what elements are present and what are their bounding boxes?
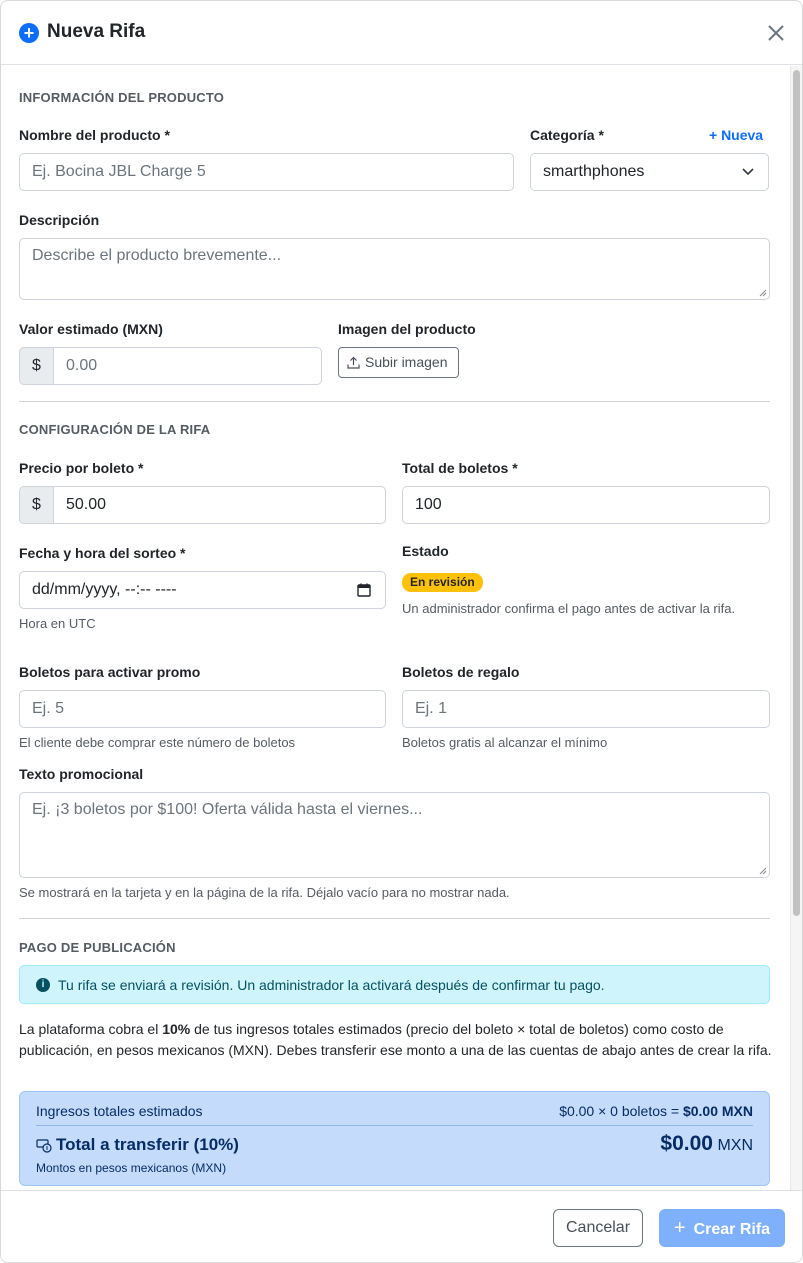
promo-text-help: Se mostrará en la tarjeta y en la página de la rifa. Déjalo vacío para no mostrar nada. — [19, 885, 510, 900]
draw-date-label: Fecha y hora del sorteo * — [19, 545, 186, 561]
cancel-button[interactable]: Cancelar — [553, 1209, 643, 1247]
plus-circle-icon: + — [19, 23, 39, 43]
review-alert — [19, 965, 770, 1004]
modal-title: Nueva Rifa — [47, 21, 146, 42]
currency-addon: $ — [19, 347, 54, 385]
estimated-value-label: Valor estimado (MXN) — [19, 321, 163, 337]
product-section-title: INFORMACIÓN DEL PRODUCTO — [19, 90, 225, 105]
currency-addon: $ — [19, 486, 54, 524]
payment-section-title: PAGO DE PUBLICACIÓN — [19, 940, 176, 955]
estimate-formula — [559, 1103, 753, 1119]
transfer-note: Montos en pesos mexicanos (MXN) — [36, 1161, 227, 1175]
modal-footer — [1, 1190, 802, 1263]
draw-date-placeholder: dd/mm/yyyy, --:-- ---- — [32, 581, 177, 598]
estimated-value-group — [19, 347, 322, 385]
scrollbar-thumb[interactable] — [793, 70, 800, 916]
promo-text-label: Texto promocional — [19, 766, 144, 782]
product-image-label: Imagen del producto — [338, 321, 476, 337]
category-select-value: smarthphones — [543, 163, 645, 180]
product-name-label: Nombre del producto * — [19, 127, 170, 143]
upload-icon — [347, 356, 360, 369]
ticket-price-group — [19, 486, 386, 524]
ticket-price-input[interactable]: 50.00 — [53, 486, 386, 524]
create-raffle-button[interactable] — [659, 1209, 785, 1247]
gift-tickets-label: Boletos de regalo — [402, 664, 520, 680]
estimate-result: $0.00 MXN — [682, 1103, 753, 1119]
description-label: Descripción — [19, 212, 100, 228]
info-icon: i — [36, 978, 50, 992]
modal-scrollbar[interactable] — [790, 66, 802, 1190]
plus-icon: + — [673, 1217, 686, 1239]
resize-handle-icon[interactable] — [759, 289, 767, 297]
payment-summary-box — [19, 1091, 770, 1186]
promo-text-placeholder: Ej. ¡3 boletos por $100! Oferta válida hasta el viernes... — [32, 801, 423, 818]
calendar-icon[interactable] — [357, 583, 371, 597]
gift-tickets-input[interactable]: Ej. 1 — [402, 690, 770, 728]
chevron-down-icon — [742, 168, 754, 176]
status-label: Estado — [402, 543, 449, 559]
estimate-label: Ingresos totales estimados — [36, 1103, 203, 1119]
promo-threshold-label: Boletos para activar promo — [19, 664, 201, 680]
transfer-currency: MXN — [717, 1137, 753, 1154]
estimated-value-input[interactable]: 0.00 — [53, 347, 322, 385]
section-divider — [19, 401, 770, 402]
draw-date-input[interactable] — [19, 571, 386, 609]
modal-header — [1, 1, 802, 65]
payment-description — [19, 1019, 774, 1061]
modal-body — [1, 66, 790, 1190]
close-icon[interactable] — [764, 21, 788, 45]
gift-tickets-help: Boletos gratis al alcanzar el mínimo — [402, 735, 608, 750]
payment-description-text: de tus ingresos totales estimados (precio del boleto × total de boletos) como costo de publicación, en pesos mexicanos (MXN). Debes transferir ese monto a una de las cuentas de abajo antes de crear la rifa. — [19, 1021, 772, 1058]
ticket-price-label: Precio por boleto * — [19, 460, 144, 476]
category-label: Categoría * — [530, 127, 604, 143]
transfer-amount: $0.00 — [660, 1132, 713, 1155]
category-select[interactable] — [530, 153, 769, 191]
description-placeholder: Describe el producto brevemente... — [32, 247, 282, 264]
config-section-title: CONFIGURACIÓN DE LA RIFA — [19, 422, 211, 437]
fee-percentage: 10% — [162, 1021, 191, 1037]
upload-image-label: Subir imagen — [365, 354, 448, 370]
total-tickets-label: Total de boletos * — [402, 460, 518, 476]
create-raffle-label: Crear Rifa — [693, 1221, 771, 1238]
promo-threshold-help: El cliente debe comprar este número de boletos — [19, 735, 296, 750]
money-transfer-icon — [36, 1137, 52, 1153]
promo-text-textarea[interactable] — [19, 792, 770, 878]
transfer-label: Total a transferir (10%) — [56, 1135, 239, 1154]
promo-threshold-input[interactable]: Ej. 5 — [19, 690, 386, 728]
description-textarea[interactable] — [19, 238, 770, 300]
resize-handle-icon[interactable] — [759, 867, 767, 875]
estimate-formula-text: $0.00 × 0 boletos = — [559, 1103, 683, 1119]
section-divider — [19, 918, 770, 919]
payment-description-text: La plataforma cobra el — [19, 1021, 163, 1037]
status-badge: En revisión — [402, 573, 483, 592]
review-alert-text: Tu rifa se enviará a revisión. Un administrador la activará después de confirmar tu pago. — [58, 977, 605, 993]
summary-divider — [36, 1125, 753, 1126]
product-name-input[interactable]: Ej. Bocina JBL Charge 5 — [19, 153, 514, 191]
draw-date-help: Hora en UTC — [19, 616, 96, 631]
upload-image-button[interactable] — [338, 347, 459, 378]
new-category-link[interactable]: + Nueva — [709, 127, 764, 143]
transfer-total — [660, 1132, 753, 1156]
total-tickets-input[interactable]: 100 — [402, 486, 770, 524]
status-help: Un administrador confirma el pago antes de activar la rifa. — [402, 601, 736, 616]
